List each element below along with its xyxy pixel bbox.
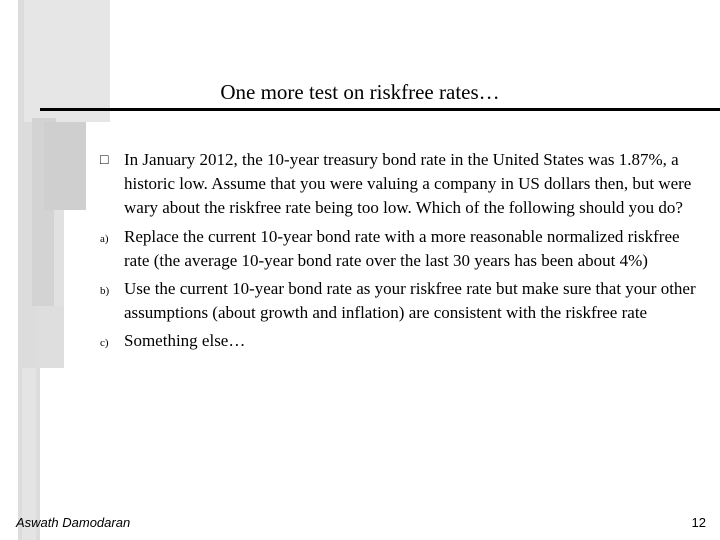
option-c [100,329,700,353]
option-text: Something else… [124,331,246,351]
decorative-bar [36,306,64,368]
question-text: In January 2012, the 10-year treasury bond rate in the United States was 1.87%, a historic low. Assume that you were valuing a company in US dollars then, but were wary about the riskfree rate being too low. Which of the following should you do? [124,150,692,218]
option-marker: c) [100,337,109,350]
question-item [100,148,700,221]
option-text: Use the current 10-year bond rate as your riskfree rate but make sure that your other assumptions (about growth and inflation) are consistent with the riskfree rate [124,279,696,323]
checkbox-bullet-icon: □ [100,153,109,168]
title-divider [40,108,720,111]
decorative-bar [54,210,64,310]
decorative-bar [44,122,86,210]
option-marker: a) [100,232,109,245]
slide-title: One more test on riskfree rates… [220,80,500,104]
option-marker: b) [100,285,110,298]
slide-body [100,148,700,358]
page-number: 12 [691,515,706,530]
option-b [100,277,700,325]
option-text: Replace the current 10-year bond rate with a more reasonable normalized riskfree rate (the average 10-year bond rate over the last 30 years has been about 4%) [124,226,680,270]
footer-author: Aswath Damodaran [16,515,131,530]
option-a [100,225,700,273]
decorative-bar [24,0,110,122]
